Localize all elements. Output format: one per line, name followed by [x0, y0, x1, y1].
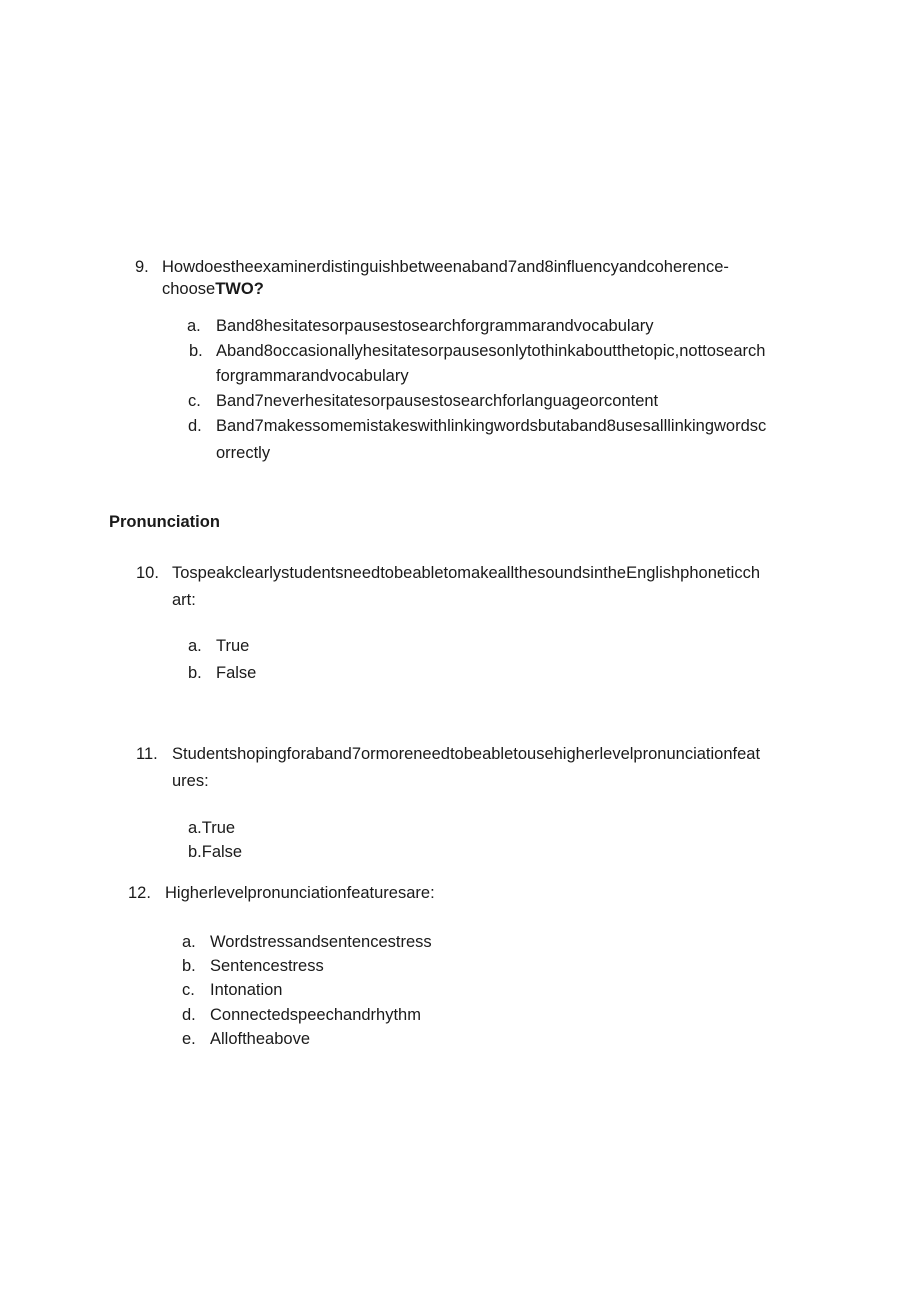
question-text: Howdoestheexaminerdistinguishbetweenaband7and8influencyandcoherence- — [162, 258, 729, 276]
option-letter: a. — [182, 933, 196, 951]
option-text: True — [216, 637, 250, 655]
option-text: Sentencestress — [210, 957, 324, 975]
option-text: Aband8occasionallyhesitatesorpausesonlytothinkaboutthetopic,nottosearch — [216, 342, 766, 360]
option-text: Band7neverhesitatesorpausestosearchforlanguageorcontent — [216, 392, 659, 410]
question-text: TospeakclearlystudentsneedtobeabletomakeallthesoundsintheEnglishphoneticch — [172, 564, 760, 582]
option-text: False — [216, 664, 257, 682]
option-text-continued: forgrammarandvocabulary — [216, 367, 409, 385]
option-letter: a. — [187, 317, 201, 335]
question-number: 9. — [135, 258, 149, 276]
question-text-continued: chooseTWO? — [162, 280, 264, 298]
option-letter: c. — [188, 392, 201, 410]
question-text-continued: art: — [172, 591, 196, 609]
option-letter: e. — [182, 1030, 196, 1048]
option-letter: c. — [182, 981, 195, 999]
question-text: Studentshopingforaband7ormoreneedtobeabletousehigherlevelpronunciationfeat — [172, 745, 761, 763]
option-letter: a. — [188, 637, 202, 655]
option-text: Band7makessomemistakeswithlinkingwordsbutaband8usesalllinkingwordsc — [216, 417, 767, 435]
option-text: Band8hesitatesorpausestosearchforgrammarandvocabulary — [216, 317, 654, 335]
option-text: Intonation — [210, 981, 283, 999]
option-letter: b. — [188, 664, 202, 682]
option-text: Wordstressandsentencestress — [210, 933, 432, 951]
question-text: Higherlevelpronunciationfeaturesare: — [165, 884, 435, 902]
option-text: b.False — [188, 843, 243, 861]
question-text-continued: ures: — [172, 772, 209, 790]
option-letter: b. — [189, 342, 203, 360]
option-text: a.True — [188, 819, 236, 837]
question-number: 12. — [128, 884, 151, 902]
option-text: Alloftheabove — [210, 1030, 310, 1048]
option-text-continued: orrectly — [216, 444, 271, 462]
question-number: 11. — [136, 745, 158, 763]
option-letter: d. — [188, 417, 202, 435]
section-heading: Pronunciation — [109, 513, 220, 531]
emphasis-text: TWO? — [215, 280, 264, 298]
option-letter: d. — [182, 1006, 196, 1024]
question-number: 10. — [136, 564, 159, 582]
option-text: Connectedspeechandrhythm — [210, 1006, 421, 1024]
option-letter: b. — [182, 957, 196, 975]
